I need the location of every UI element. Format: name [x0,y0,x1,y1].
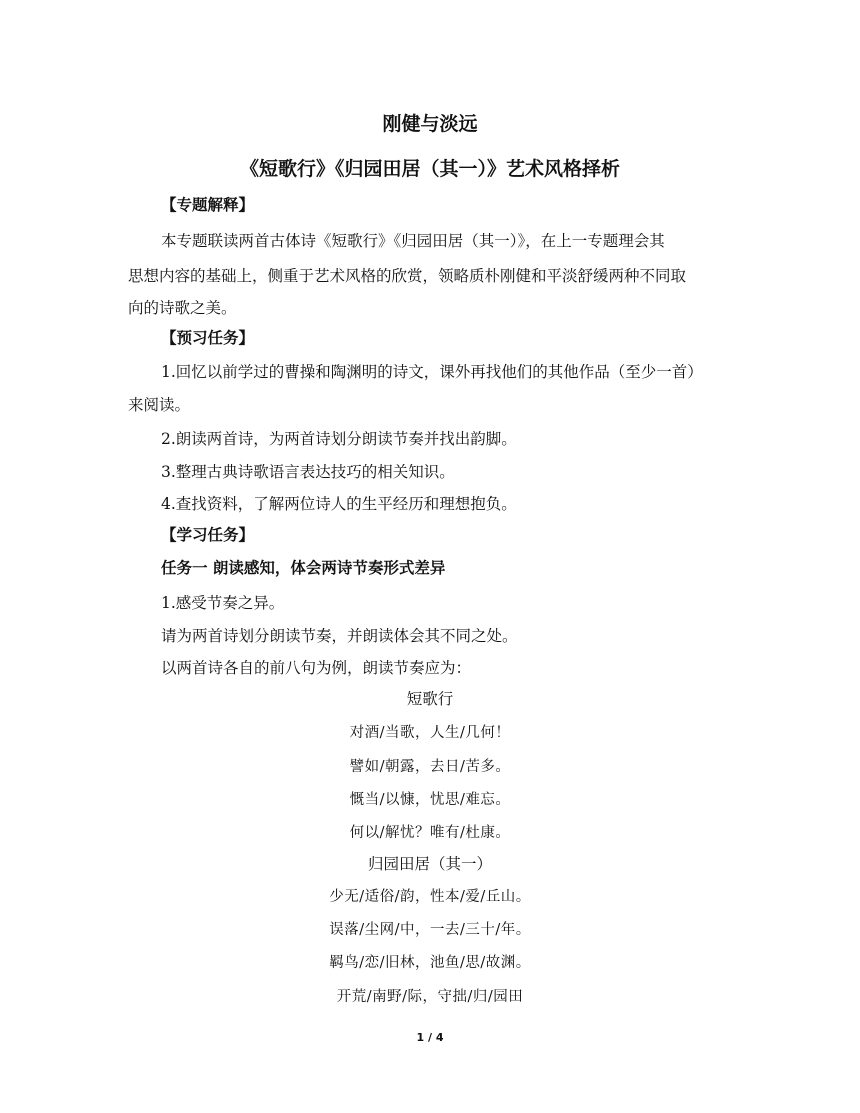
task-one-heading: 任务一 朗读感知，体会两诗节奏形式差异 [161,559,446,577]
poem1-title: 短歌行 [406,690,454,708]
poem2-line: 羁鸟/恋/旧林，池鱼/思/故渊。 [329,955,531,971]
section-heading-learning: 【学习任务】 [161,526,255,544]
section-heading-explanation: 【专题解释】 [161,196,255,214]
preview-item-1-line1: 1.回忆以前学过的曹操和陶渊明的诗文，课外再找他们的其他作品（至少一首） [161,363,703,381]
poem2-line: 少无/适俗/韵，性本/爱/丘山。 [329,889,531,905]
explanation-paragraph-line3: 向的诗歌之美。 [128,299,237,317]
preview-item-2: 2.朗读两首诗，为两首诗划分朗读节奏并找出韵脚。 [161,430,517,448]
poem1-line: 譬如/朝露，去日/苦多。 [349,759,511,775]
poem2-line: 开荒/南野/际，守拙/归/园田 [336,989,524,1005]
task-instruction: 请为两首诗划分朗读节奏，并朗读体会其不同之处。 [161,627,518,645]
task-example-intro: 以两首诗各自的前八句为例，朗读节奏应为： [161,659,472,677]
poem1-line: 对酒/当歌，人生/几何！ [349,725,511,741]
explanation-paragraph-line1: 本专题联读两首古体诗《短歌行》《归园田居（其一）》，在上一专题理会其 [161,232,665,250]
preview-item-3: 3.整理古典诗歌语言表达技巧的相关知识。 [161,463,455,481]
poem1-line: 慨当/以慷，忧思/难忘。 [349,792,511,808]
task-point-1: 1.感受节奏之异。 [161,594,285,612]
explanation-paragraph-line2: 思想内容的基础上，侧重于艺术风格的欣赏，领略质朴刚健和平淡舒缓两种不同取 [128,267,687,285]
document-subtitle: 《短歌行》《归园田居（其一）》艺术风格择析 [239,158,620,180]
document-title: 刚健与淡远 [382,113,478,135]
page-indicator: 1 / 4 [416,1031,444,1044]
poem2-title: 归园田居（其一） [367,855,492,873]
poem1-line: 何以/解忧？唯有/杜康。 [349,825,511,841]
poem2-line: 误落/尘网/中，一去/三十/年。 [329,922,531,938]
section-heading-preview: 【预习任务】 [161,329,255,347]
preview-item-4: 4.查找资料，了解两位诗人的生平经历和理想抱负。 [161,495,517,513]
preview-item-1-line2: 来阅读。 [128,396,191,414]
